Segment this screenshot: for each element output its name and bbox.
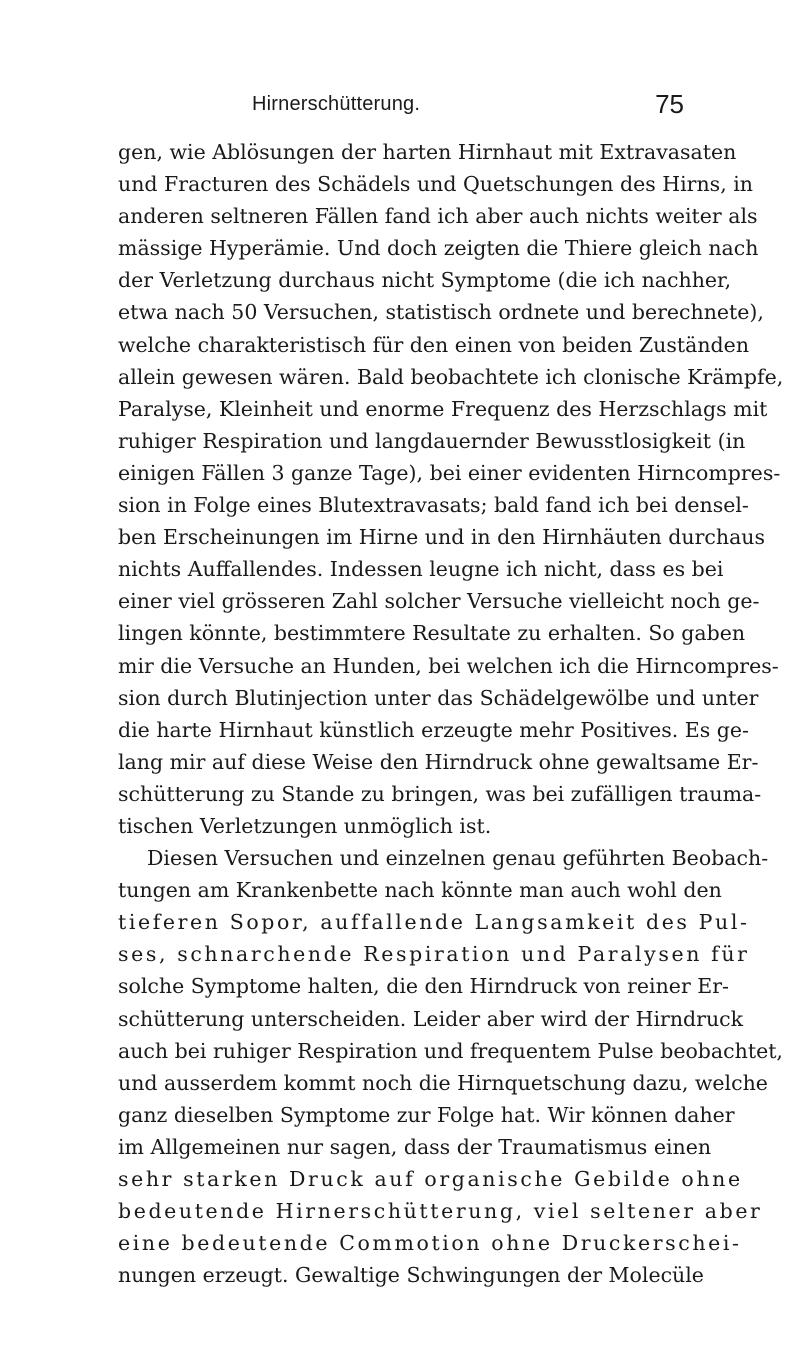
text-line: die harte Hirnhaut künstlich erzeugte mehr Positives. Es ge- xyxy=(118,717,749,742)
text-line: ruhiger Respiration und langdauernder Bewusstlosigkeit (in xyxy=(118,428,746,453)
running-head xyxy=(252,89,684,121)
text-line: sion durch Blutinjection unter das Schädelgewölbe und unter xyxy=(118,685,759,710)
running-title: Hirnerschütterung. xyxy=(252,93,421,115)
text-line: anderen seltneren Fällen fand ich aber auch nichts weiter als xyxy=(118,204,758,229)
text-line: sion in Folge eines Blutextravasats; bald fand ich bei densel- xyxy=(118,493,749,518)
text-line: ses, schnarchende Respiration und Paralysen für xyxy=(118,942,750,967)
text-line: und Fracturen des Schädels und Quetschungen des Hirns, in xyxy=(118,172,753,197)
text-line: tieferen Sopor, auffallende Langsamkeit des Pul- xyxy=(118,910,750,935)
text-line: einer viel grösseren Zahl solcher Versuche vielleicht noch ge- xyxy=(118,589,760,614)
text-line: allein gewesen wären. Bald beobachtete ich clonische Krämpfe, xyxy=(118,364,784,389)
text-line: gen, wie Ablösungen der harten Hirnhaut mit Extravasaten xyxy=(118,140,737,164)
text-line: auch bei ruhiger Respiration und frequentem Pulse beobachtet, xyxy=(118,1038,783,1063)
text-line: Diesen Versuchen und einzelnen genau geführten Beobach- xyxy=(147,846,769,871)
text-line: einigen Fällen 3 ganze Tage), bei einer evidenten Hirncompres- xyxy=(118,460,781,485)
text-line: nungen erzeugt. Gewaltige Schwingungen der Molecüle xyxy=(118,1263,704,1288)
text-line: sehr starken Druck auf organische Gebilde ohne xyxy=(118,1167,743,1191)
page-number: 75 xyxy=(655,89,684,119)
text-line: im Allgemeinen nur sagen, dass der Traumatismus einen xyxy=(118,1134,712,1159)
text-line: und ausserdem kommt noch die Hirnquetschung dazu, welche xyxy=(118,1070,768,1095)
text-line: tungen am Krankenbette nach könnte man auch wohl den xyxy=(118,878,722,903)
text-line: etwa nach 50 Versuchen, statistisch ordnete und berechnete), xyxy=(118,300,764,325)
text-line: bedeutende Hirnerschütterung, viel seltener aber xyxy=(118,1199,763,1224)
text-line: schütterung zu Stande zu bringen, was bei zufälligen trauma- xyxy=(118,781,762,806)
text-line: lang mir auf diese Weise den Hirndruck ohne gewaltsame Er- xyxy=(118,749,759,774)
text-line: Paralyse, Kleinheit und enorme Frequenz des Herzschlags mit xyxy=(118,396,768,421)
text-line: welche charakteristisch für den einen von beiden Zuständen xyxy=(118,332,750,357)
text-line: nichts Auffallendes. Indessen leugne ich nicht, dass es bei xyxy=(118,557,724,582)
text-line: schütterung unterscheiden. Leider aber wird der Hirndruck xyxy=(118,1006,744,1031)
text-line: mir die Versuche an Hunden, bei welchen ich die Hirncompres- xyxy=(118,653,779,678)
text-line: eine bedeutende Commotion ohne Druckerschei- xyxy=(118,1231,742,1256)
text-line: mässige Hyperämie. Und doch zeigten die Thiere gleich nach xyxy=(118,236,759,261)
text-line: tischen Verletzungen unmöglich ist. xyxy=(118,813,492,838)
body-text xyxy=(118,136,784,1291)
text-line: lingen könnte, bestimmtere Resultate zu erhalten. So gaben xyxy=(118,621,746,646)
text-line: der Verletzung durchaus nicht Symptome (die ich nachher, xyxy=(118,268,732,293)
text-line: ganz dieselben Symptome zur Folge hat. Wir können daher xyxy=(118,1102,735,1127)
text-line: solche Symptome halten, die den Hirndruck von reiner Er- xyxy=(118,974,729,999)
text-line: ben Erscheinungen im Hirne und in den Hirnhäuten durchaus xyxy=(118,525,766,550)
